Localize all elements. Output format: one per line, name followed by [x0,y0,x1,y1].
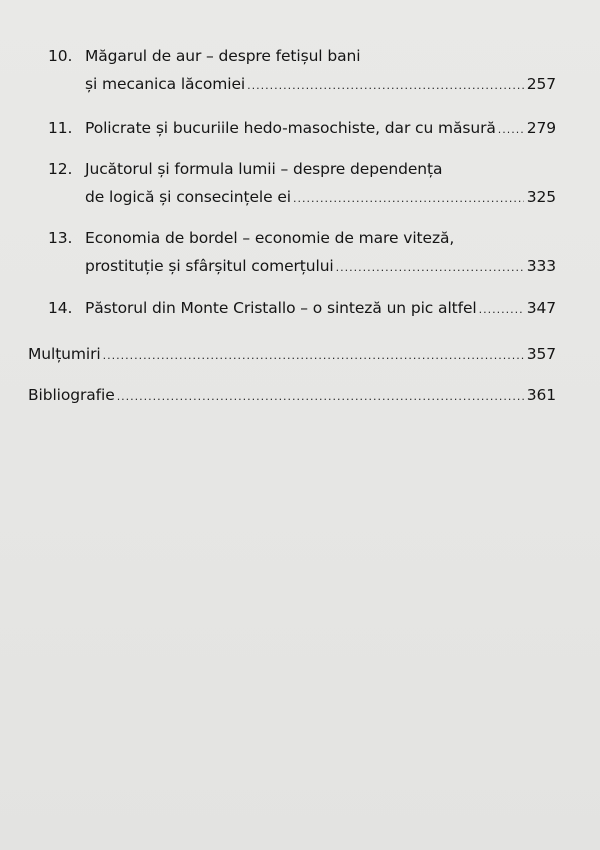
chapter-title-line: și mecanica lăcomiei [85,75,246,93]
page-number: 279 [526,119,556,137]
page-number: 361 [526,386,556,404]
chapter-title-line: Măgarul de aur – despre fetișul bani [85,47,361,65]
chapter-title-line: prostituție și sfârșitul comerțului [85,257,334,275]
dot-leader [293,187,524,211]
toc-entry-chapter-11[interactable] [48,116,556,140]
page-number: 325 [526,188,556,206]
toc-entry-chapter-12[interactable] [48,157,556,209]
page-number: 333 [526,257,556,275]
section-title: Bibliografie [28,386,115,404]
chapter-title-line: Economia de bordel – economie de mare viteză, [85,229,455,247]
dot-leader [498,118,524,142]
toc-entry-chapter-10[interactable] [48,44,556,96]
dot-leader [117,385,524,409]
toc-entry-chapter-13[interactable] [48,226,556,278]
toc-entry-bibliography[interactable] [28,383,556,407]
dot-leader [479,298,524,322]
toc-entry-acknowledgements[interactable] [28,342,556,366]
chapter-number: 13. [48,229,73,247]
toc-entry-chapter-14[interactable] [48,296,556,320]
page-number: 257 [526,75,556,93]
dot-leader [247,74,524,98]
chapter-title-line: Policrate și bucuriile hedo-masochiste, dar cu măsură [85,119,496,137]
page-number: 357 [526,345,556,363]
page-number: 347 [526,299,556,317]
chapter-number: 11. [48,119,73,137]
section-title: Mulțumiri [28,345,101,363]
chapter-number: 14. [48,299,73,317]
chapter-number: 10. [48,47,73,65]
chapter-title-line: Păstorul din Monte Cristallo – o sinteză un pic altfel [85,299,477,317]
chapter-number: 12. [48,160,73,178]
chapter-title-line: de logică și consecințele ei [85,188,292,206]
dot-leader [336,256,524,280]
dot-leader [103,344,524,368]
chapter-title-line: Jucătorul și formula lumii – despre dependența [85,160,443,178]
